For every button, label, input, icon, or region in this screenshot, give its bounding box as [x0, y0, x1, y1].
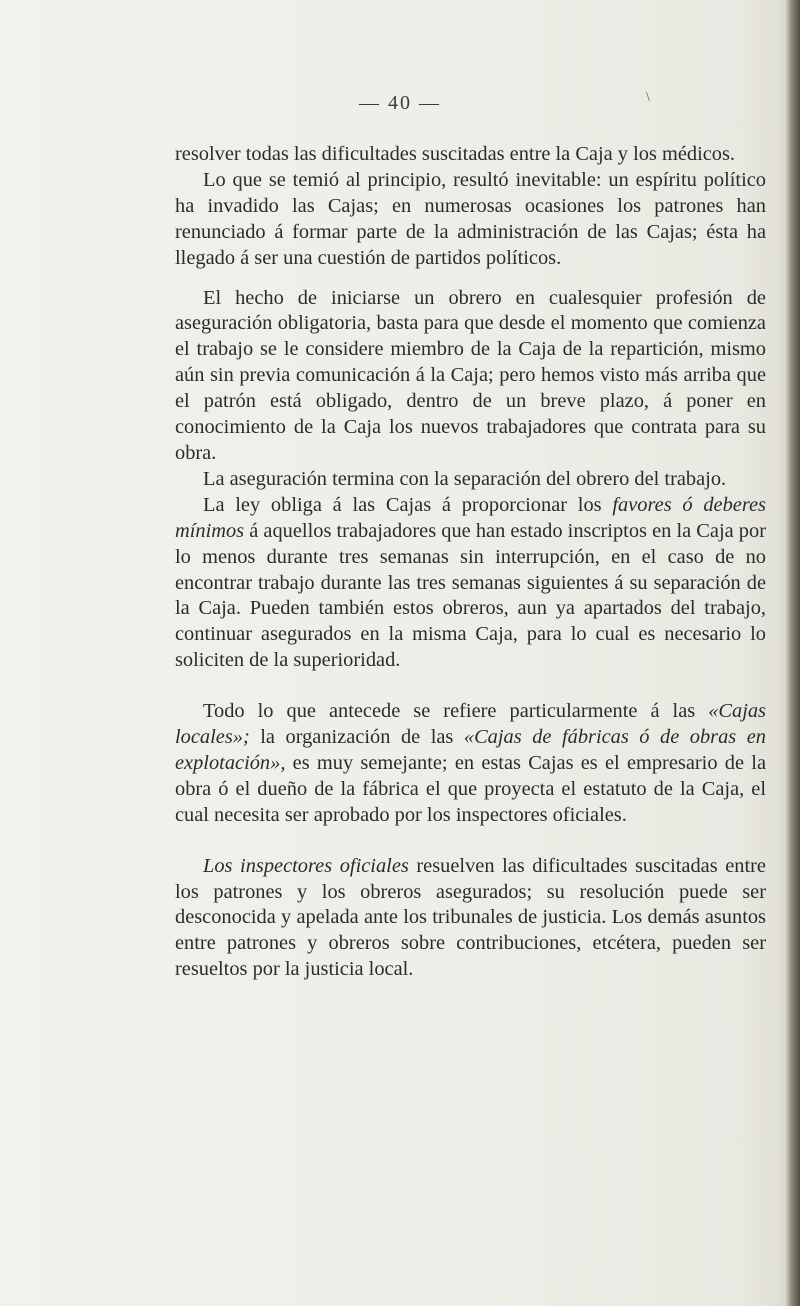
paragraph-5 [175, 493, 766, 674]
paragraph-6-italic-cajas-locales: «Cajas locales»; [175, 700, 766, 749]
page-number: — 40 — [359, 92, 441, 114]
page-body [175, 142, 766, 983]
paragraph-6 [175, 699, 766, 829]
paragraph-7-text-b: resuelven las dificultades suscitadas entre los patrones y los obreros asegurados; su resolución puede ser desconocida y apelada ante los tribunales de justicia. Los demás asuntos entre patrones y obreros sobre contribuciones, etcétera, pueden ser resueltos por la justicia local. [175, 854, 766, 981]
paragraph-5-text-c: á aquellos trabajadores que han estado inscriptos en la Caja por lo menos durante tres semanas sin interrupción, en el caso de no encontrar trabajo durante las tres semanas siguientes á su separación de la Caja. Pueden también estos obreros, aun ya apartados del trabajo, continuar asegurados en la misma Caja, para lo cual es necesario lo soliciten de la superioridad. [175, 519, 766, 672]
paragraph-5-italic-term: favores ó deberes mínimos [175, 493, 766, 542]
paragraph-6-text-a: Todo lo que antecede se refiere particularmente á las [203, 700, 709, 723]
paragraph-2: Lo que se temió al principio, resultó inevitable: un espíritu político ha invadido las Cajas; en numerosas ocasiones los patrones han renunciado á formar parte de la administración de las Cajas; ésta ha llegado á ser una cuestión de partidos políticos. [175, 168, 766, 269]
paragraph-7-italic-inspectores: Los inspectores oficiales [203, 854, 409, 877]
paragraph-6-italic-cajas-fabricas: «Cajas de fábricas ó de obras en explotación», [175, 726, 767, 774]
paragraph-3: El hecho de iniciarse un obrero en cualesquier profesión de aseguración obligatoria, basta para que desde el momento que comienza el trabajo se le considere miembro de la Caja de la repartición, mismo aún sin previa comunicación á la Caja; pero hemos visto más arriba que el patrón está obligado, dentro de un breve plazo, á poner en conocimiento de la Caja los nuevos trabajadores que contrata para su obra. [175, 286, 766, 464]
paragraph-6-text-e: es muy semejante; en estas Cajas es el empresario de la obra ó el dueño de la fábrica el que proyecta el estatuto de la Caja, el cual necesita ser aprobado por los inspectores oficiales. [175, 751, 766, 826]
corner-mark: \ [646, 90, 650, 105]
paragraph-6-text-c: la organización de las [249, 726, 464, 749]
paragraph-1: resolver todas las dificultades suscitadas entre la Caja y los médicos. [175, 143, 736, 165]
paragraph-4: La aseguración termina con la separación del obrero del trabajo. [203, 467, 727, 490]
paragraph-5-text-a: La ley obliga á las Cajas á proporcionar los [203, 493, 613, 516]
book-spine-shadow [786, 0, 800, 1306]
paragraph-7 [175, 854, 766, 984]
